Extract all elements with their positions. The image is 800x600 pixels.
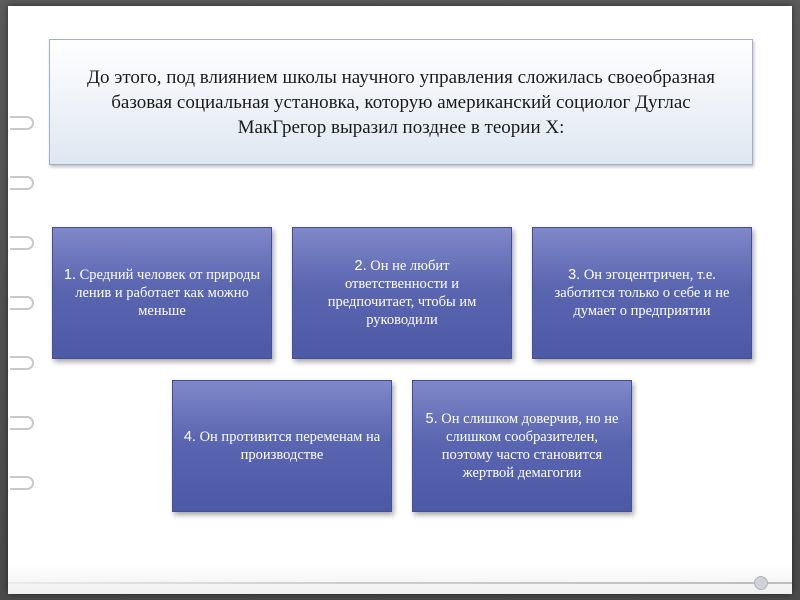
- theory-x-card-4: [172, 380, 392, 512]
- card-label: Он эгоцентричен, т.е. заботится только о себе и не думает о предприятии: [554, 267, 730, 319]
- card-label: Он не любит ответственности и предпочитает, чтобы им руководили: [327, 258, 477, 328]
- binder-ring-icon: [10, 176, 34, 190]
- binder-ring-icon: [10, 296, 34, 310]
- card-text: [413, 410, 631, 482]
- footer-band: [8, 564, 792, 594]
- card-number: 3.: [568, 267, 581, 283]
- slide: [8, 6, 792, 594]
- binder-ring-icon: [10, 476, 34, 490]
- card-label: Он слишком доверчив, но не слишком сообразителен, поэтому часто становится жертвой демагогии: [441, 411, 619, 481]
- theory-x-card-3: [532, 227, 752, 359]
- card-number: 5.: [425, 411, 438, 427]
- binder-ring-icon: [10, 416, 34, 430]
- slide-title: До этого, под влиянием школы научного управления сложилась своеобразная базовая социальная установка, которую американский социолог Дуглас МакГрегор выразил позднее в теории Х:: [87, 66, 715, 138]
- binder-ring-icon: [10, 236, 34, 250]
- card-number: 4.: [183, 429, 196, 445]
- card-text: [293, 257, 511, 329]
- card-label: Средний человек от природы ленив и работает как можно меньше: [75, 267, 261, 319]
- theory-x-card-5: [412, 380, 632, 512]
- card-text: [173, 428, 391, 464]
- title-box: [49, 39, 753, 165]
- footer-dot-icon: [754, 576, 768, 590]
- binder-ring-icon: [10, 356, 34, 370]
- theory-x-card-2: [292, 227, 512, 359]
- card-label: Он противится переменам на производстве: [199, 429, 381, 463]
- card-text: [533, 266, 751, 320]
- card-text: [53, 266, 271, 320]
- theory-x-card-1: [52, 227, 272, 359]
- card-number: 1.: [63, 267, 76, 283]
- binder-ring-icon: [10, 116, 34, 130]
- card-number: 2.: [354, 258, 367, 274]
- footer-line: [8, 582, 792, 584]
